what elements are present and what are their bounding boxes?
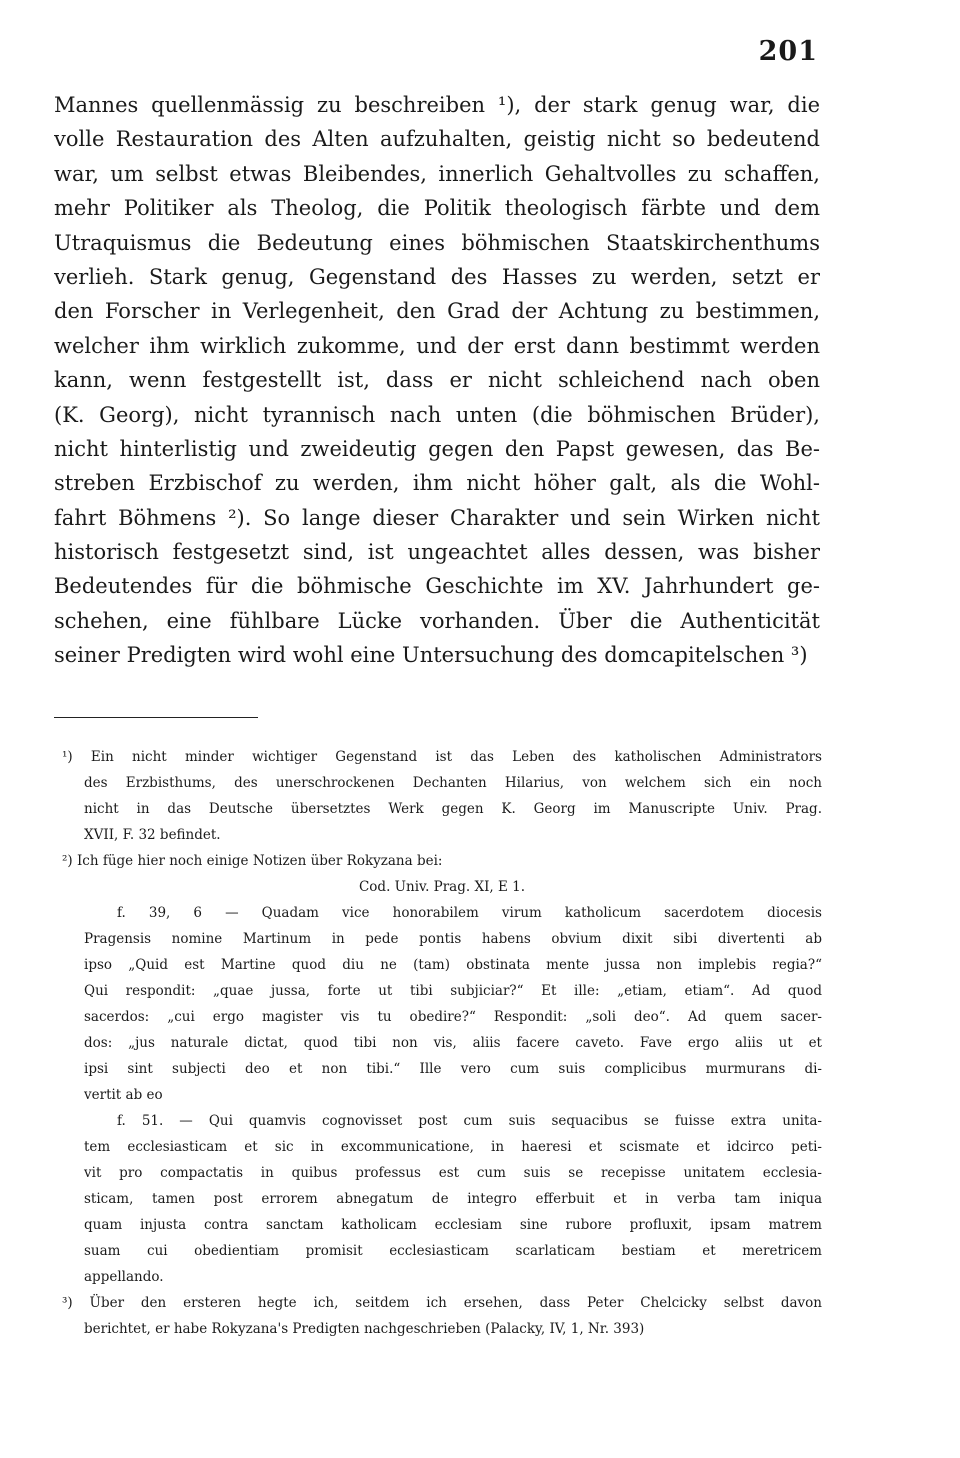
body-text-line: fahrt Böhmens ²). So lange dieser Charakter und sein Wirken nicht [54,505,820,530]
body-text-line: schehen, eine fühlbare Lücke vorhanden. Über die Authenticität [54,608,820,633]
footnote-line: f. 39, 6 — Quadam vice honorabilem virum katholicum sacerdotem diocesis [117,905,822,921]
body-text-line: (K. Georg), nicht tyrannisch nach unten (die böhmischen Brüder), [54,402,820,427]
footnote-line: Cod. Univ. Prag. XI, E 1. [358,879,526,895]
footnote-line: nicht in das Deutsche übersetztes Werk gegen K. Georg im Manuscripte Univ. Prag. [84,801,822,817]
body-text-line: kann, wenn festgestellt ist, dass er nicht schleichend nach oben [54,368,820,393]
footnote-line: ³) Über den ersteren hegte ich, seitdem ich ersehen, dass Peter Chelcicky selbst davon [62,1295,822,1311]
body-text-line: mehr Politiker als Theolog, die Politik theologisch färbte und dem [54,196,820,221]
footnote-line: tem ecclesiasticam et sic in excommunicatione, in haeresi et scismate et idcirco peti- [84,1139,822,1155]
body-text-line: Mannes quellenmässig zu beschreiben ¹), der stark genug war, die [54,93,820,117]
body-text-line: nicht hinterlistig und zweideutig gegen den Papst gewesen, das Be- [54,436,820,461]
footnote-line: quam injusta contra sanctam katholicam ecclesiam sine rubore profluxit, ipsam matrem [84,1217,822,1233]
footnote-separator [54,717,258,718]
footnote-line: vit pro compactatis in quibus professus est cum suis se recepisse unitatem ecclesia- [84,1165,822,1181]
body-text-line: Bedeutendes für die böhmische Geschichte im XV. Jahrhundert ge- [54,574,820,599]
footnote-line: Qui respondit: „quae jussa, forte ut tibi subjiciar?“ Et ille: „etiam, etiam“. Ad quod [84,983,822,999]
body-text-line: welcher ihm wirklich zukomme, und der erst dann bestimmt werden [54,333,820,358]
body-text-line: verlieh. Stark genug, Gegenstand des Hasses zu werden, setzt er [54,264,820,289]
body-text-line: war, um selbst etwas Bleibendes, innerlich Gehaltvolles zu schaffen, [54,161,820,186]
footnote-line: ipsi sint subjecti deo et non tibi.“ Ille vero cum suis complicibus murmurans di- [84,1061,822,1077]
footnote-line: ¹) Ein nicht minder wichtiger Gegenstand ist das Leben des katholischen Administrators [62,749,822,765]
footnotes [62,744,822,1342]
footnote-line: sacerdos: „cui ergo magister vis tu obedire?“ Respondit: „soli deo“. Ad quem sacer- [84,1009,822,1025]
footnote-line: suam cui obedientiam promisit ecclesiasticam scarlaticam bestiam et meretricem [84,1243,822,1259]
body-text-line: seiner Predigten wird wohl eine Untersuchung des domcapitelschen ³) [54,643,808,668]
footnote-line: Pragensis nomine Martinum in pede pontis habens obvium dixit sibi divertenti ab [84,931,822,947]
footnote-line: XVII, F. 32 befindet. [84,827,221,843]
body-text-line: volle Restauration des Alten aufzuhalten, geistig nicht so bedeutend [54,127,820,152]
footnote-line: berichtet, er habe Rokyzana's Predigten nachgeschrieben (Palacky, IV, 1, Nr. 393) [84,1321,645,1337]
footnote-line: des Erzbisthums, des unerschrockenen Dechanten Hilarius, von welchem sich ein noch [84,775,822,791]
body-text-line: den Forscher in Verlegenheit, den Grad der Achtung zu bestimmen, [54,299,820,324]
page-number: 201 [758,36,818,67]
footnote-line: ipso „Quid est Martine quod diu ne (tam) obstinata mente jussa non implebis regia?“ [84,957,822,973]
footnote-line: dos: „jus naturale dictat, quod tibi non vis, aliis facere caveto. Fave ergo aliis ut et [84,1035,822,1051]
body-text-line: streben Erzbischof zu werden, ihm nicht höher galt, als die Wohl- [54,471,820,496]
footnote-line: sticam, tamen post errorem abnegatum de integro efferbuit et in verba tam iniqua [84,1191,822,1207]
footnote-line: appellando. [84,1269,164,1285]
body-text-line: Utraquismus die Bedeutung eines böhmischen Staatskirchenthums [54,230,820,255]
body-text-line: historisch festgesetzt sind, ist ungeachtet alles dessen, was bisher [54,540,820,565]
footnote-line: vertit ab eo [84,1087,163,1103]
footnote-line: ²) Ich füge hier noch einige Notizen über Rokyzana bei: [62,853,443,869]
footnote-line: f. 51. — Qui quamvis cognovisset post cum suis sequacibus se fuisse extra unita- [117,1113,822,1129]
main-body-text [54,88,820,673]
